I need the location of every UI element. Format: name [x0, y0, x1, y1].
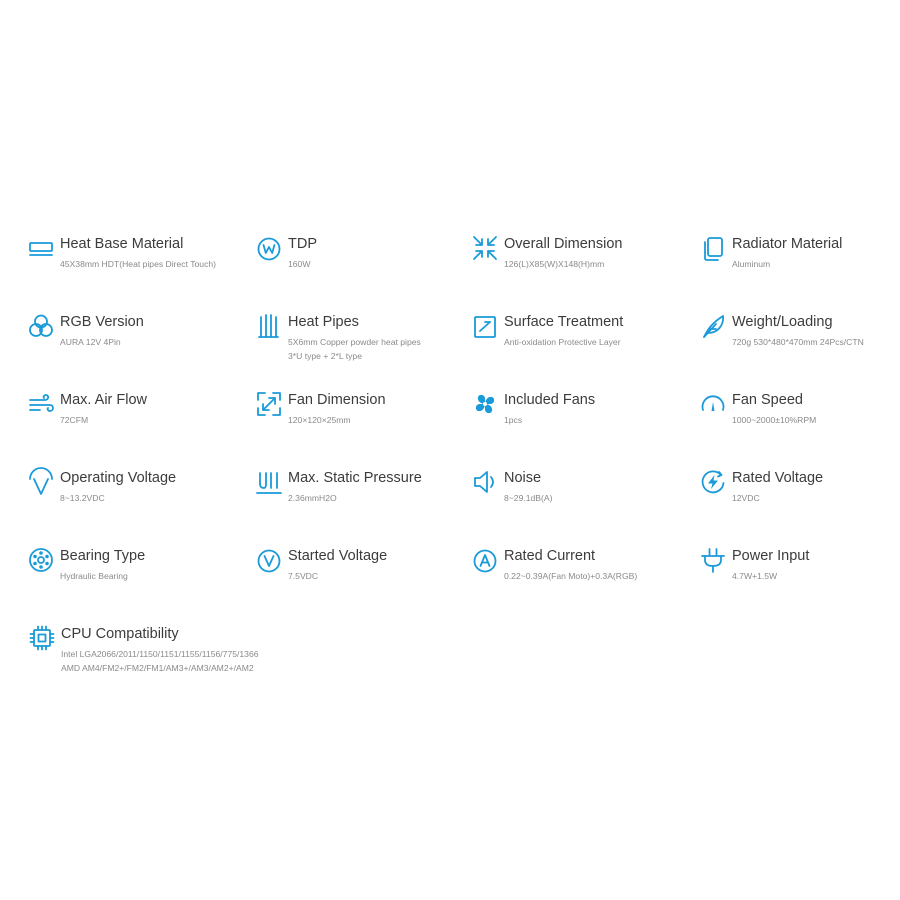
fan-icon [471, 391, 499, 419]
spec-radiator-material [699, 235, 842, 271]
spec-fan-dimension [255, 391, 386, 427]
speaker-noise-icon [471, 469, 499, 497]
spec-value: 1000~2000±10%RPM [732, 415, 817, 425]
spec-value: 72CFM [60, 415, 89, 425]
spec-value: Hydraulic Bearing [60, 571, 128, 581]
spec-max-static-pressure [255, 469, 422, 505]
spec-bearing-type [27, 547, 145, 583]
spec-power-input [699, 547, 809, 583]
heat-pipes-icon [255, 313, 283, 341]
spec-title: Weight/Loading [732, 314, 833, 330]
spec-value: 160W [288, 259, 311, 269]
spec-title: Rated Voltage [732, 470, 824, 486]
voltage-v-icon [27, 469, 55, 497]
spec-title: Radiator Material [732, 236, 843, 252]
spec-value: 5X6mm Copper powder heat pipes [288, 337, 421, 347]
spec-title: Operating Voltage [60, 470, 177, 486]
spec-value: 0.22~0.39A(Fan Moto)+0.3A(RGB) [504, 571, 638, 581]
spec-heat-base-material [27, 235, 216, 271]
spec-value: 1pcs [504, 415, 523, 425]
spec-operating-voltage [27, 469, 176, 505]
spec-value: 4.7W+1.5W [732, 571, 778, 581]
fan-dimension-icon [255, 391, 283, 419]
bearing-icon [27, 547, 55, 575]
spec-overall-dimension [471, 235, 622, 271]
spec-cpu-compatibility [28, 625, 259, 675]
spec-value: Aluminum [732, 259, 771, 269]
spec-value: 120×120×25mm [288, 415, 351, 425]
spec-title: Included Fans [504, 392, 596, 408]
radiator-material-icon [699, 235, 727, 263]
air-flow-icon [27, 391, 55, 419]
tdp-watt-icon [255, 235, 283, 263]
spec-tdp [255, 235, 317, 271]
cpu-chip-icon [28, 625, 56, 653]
spec-title: Heat Pipes [288, 314, 359, 330]
spec-title: Max. Static Pressure [288, 470, 422, 486]
spec-weight-loading [699, 313, 864, 349]
static-pressure-icon [255, 469, 283, 497]
spec-rgb-version [27, 313, 144, 349]
speedometer-icon [699, 391, 727, 419]
spec-title: RGB Version [60, 314, 144, 330]
spec-noise [471, 469, 553, 505]
lightning-circle-icon [699, 469, 727, 497]
heat-base-icon [27, 235, 55, 263]
spec-title: Power Input [732, 548, 810, 564]
spec-started-voltage [255, 547, 387, 583]
spec-title: TDP [288, 236, 317, 252]
spec-value: 12VDC [732, 493, 760, 503]
spec-value: Anti-oxidation Protective Layer [504, 337, 621, 347]
spec-title: Heat Base Material [60, 236, 184, 252]
spec-rated-voltage [699, 469, 823, 505]
rgb-circles-icon [27, 313, 55, 341]
spec-title: Max. Air Flow [60, 392, 148, 408]
spec-title: Bearing Type [60, 548, 146, 564]
spec-value: 2.36mmH2O [288, 493, 337, 503]
spec-title: Noise [504, 470, 542, 486]
surface-treatment-icon [471, 313, 499, 341]
spec-value-line2: AMD AM4/FM2+/FM2/FM1/AM3+/AM3/AM2+/AM2 [61, 663, 254, 673]
v-circle-icon [255, 547, 283, 575]
spec-title: Rated Current [504, 548, 596, 564]
spec-title: Overall Dimension [504, 236, 623, 252]
spec-value-line2: 3*U type + 2*L type [288, 351, 362, 361]
spec-title: CPU Compatibility [61, 626, 179, 642]
spec-value: 8~29.1dB(A) [504, 493, 553, 503]
power-plug-icon [699, 547, 727, 575]
spec-fan-speed [699, 391, 816, 427]
spec-value: 720g 530*480*470mm 24Pcs/CTN [732, 337, 864, 347]
spec-title: Surface Treatment [504, 314, 624, 330]
spec-included-fans [471, 391, 595, 427]
spec-value: AURA 12V 4Pin [60, 337, 121, 347]
spec-title: Fan Dimension [288, 392, 386, 408]
spec-surface-treatment [471, 313, 623, 349]
spec-max-air-flow [27, 391, 147, 427]
spec-heat-pipes [255, 313, 421, 363]
dimension-arrows-icon [471, 235, 499, 263]
spec-value: 7.5VDC [288, 571, 319, 581]
spec-rated-current [471, 547, 637, 583]
spec-title: Fan Speed [732, 392, 803, 408]
feather-weight-icon [699, 313, 727, 341]
spec-title: Started Voltage [288, 548, 388, 564]
spec-value: Intel LGA2066/2011/1150/1151/1155/1156/775/1366 [61, 649, 259, 659]
spec-value: 8~13.2VDC [60, 493, 105, 503]
a-circle-icon [471, 547, 499, 575]
spec-value: 45X38mm HDT(Heat pipes Direct Touch) [60, 259, 217, 269]
spec-value: 126(L)X85(W)X148(H)mm [504, 259, 605, 269]
